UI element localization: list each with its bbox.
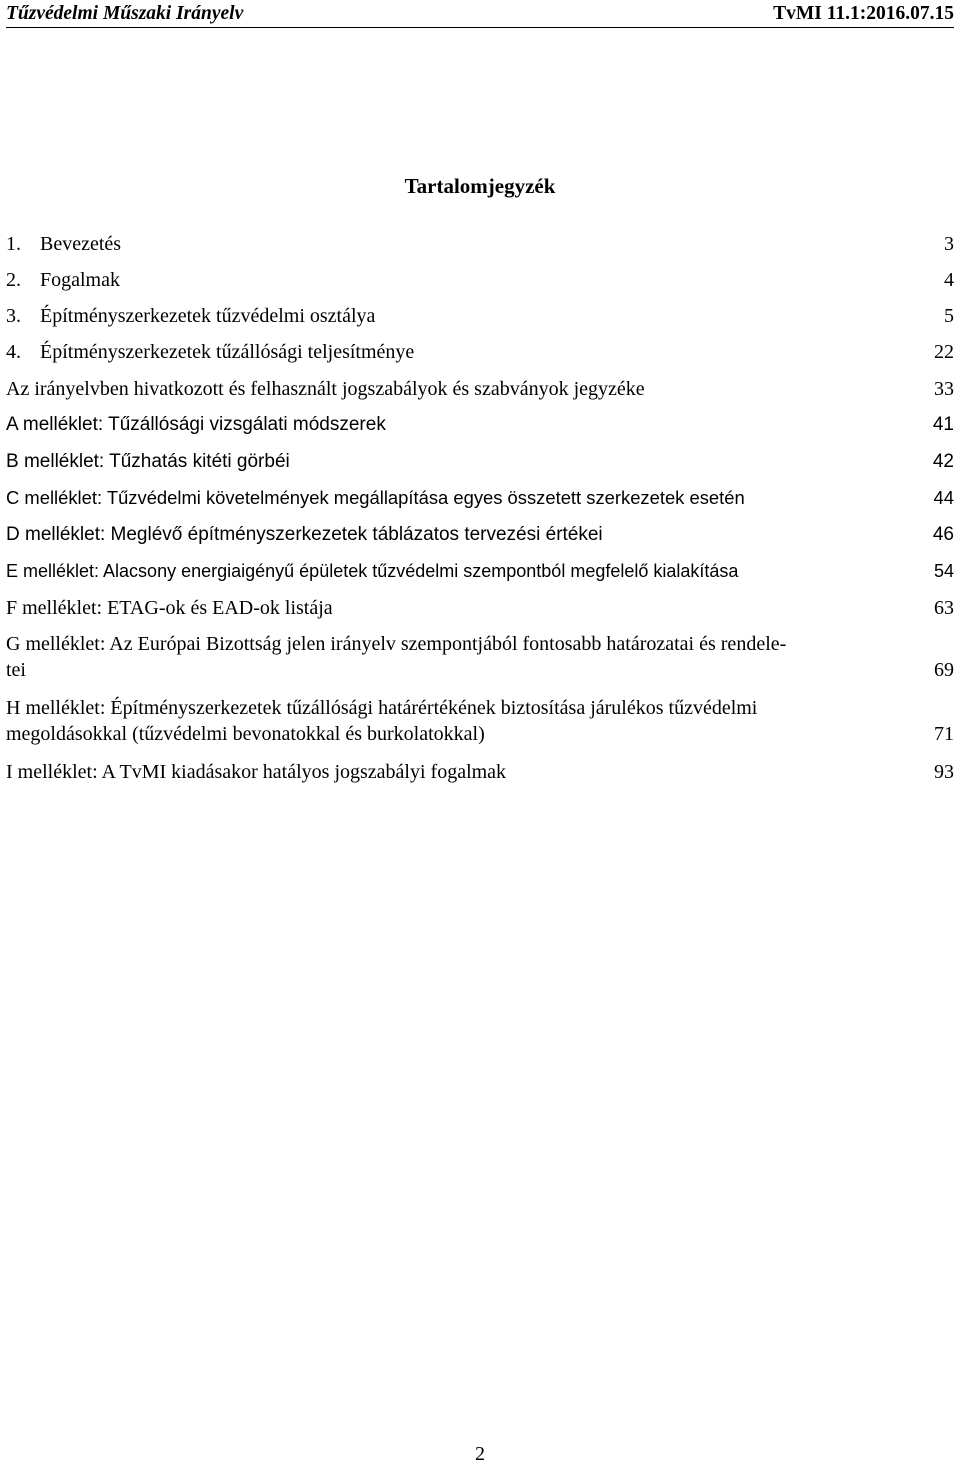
toc-entry-annex-d[interactable] xyxy=(6,522,954,548)
page-number: 2 xyxy=(475,1443,485,1465)
toc-entry-page: 3 xyxy=(944,233,954,255)
toc-entry-label: Építményszerkezetek tűzvédelmi osztálya xyxy=(40,305,376,327)
toc-entry-number: 3. xyxy=(6,305,21,327)
toc-entry-label: F melléklet: ETAG-ok és EAD-ok listája xyxy=(6,597,333,619)
toc-entry-number: 2. xyxy=(6,269,21,291)
toc-entry-page: 93 xyxy=(934,761,954,783)
toc-entry-label: A melléklet: Tűzállósági vizsgálati módszerek xyxy=(6,414,386,435)
toc-entry-1[interactable] xyxy=(6,231,954,257)
toc-entry-page: 54 xyxy=(933,561,954,581)
document-code: TvMI 11.1:2016.07.15 xyxy=(773,3,954,24)
toc-entry-page: 69 xyxy=(934,659,954,681)
toc-entry-page: 44 xyxy=(933,487,954,508)
toc-entry-label: I melléklet: A TvMI kiadásakor hatályos jogszabályi fogalmak xyxy=(6,761,507,783)
toc-entry-page: 33 xyxy=(934,378,954,400)
toc-entry-annex-e[interactable] xyxy=(6,558,954,584)
toc-entry-page: 22 xyxy=(934,341,954,363)
toc-entry-annex-a[interactable] xyxy=(6,412,954,438)
toc-entry-label-line1: H melléklet: Építményszerkezetek tűzállósági határértékének biztosítása járulékos tűzvédelmi xyxy=(6,697,758,719)
toc-entry-2[interactable] xyxy=(6,267,954,293)
toc-entry-annex-b[interactable] xyxy=(6,449,954,475)
toc-entry-page: 5 xyxy=(944,305,954,327)
toc-entry-annex-g[interactable] xyxy=(6,631,954,683)
toc-entry-label: D melléklet: Meglévő építményszerkezetek táblázatos tervezési értékei xyxy=(6,524,603,545)
toc-entry-label-line2: megoldásokkal (tűzvédelmi bevonatokkal és burkolatokkal) xyxy=(6,723,485,745)
toc-entry-annex-i[interactable] xyxy=(6,759,954,785)
toc-entry-page: 71 xyxy=(934,723,954,745)
toc-entry-page: 46 xyxy=(932,524,954,545)
toc-entry-page: 4 xyxy=(944,269,954,291)
toc-entry-annex-h[interactable] xyxy=(6,695,954,747)
document-title: Tűzvédelmi Műszaki Irányelv xyxy=(6,3,244,24)
toc-entry-label: Az irányelvben hivatkozott és felhasznált jogszabályok és szabványok jegyzéke xyxy=(6,378,645,400)
page-header xyxy=(6,0,954,28)
toc-entry-label: C melléklet: Tűzvédelmi követelmények megállapítása egyes összetett szerkezetek esetén xyxy=(6,487,745,508)
toc-entry-annex-f[interactable] xyxy=(6,595,954,621)
toc-entry-label-line1: G melléklet: Az Európai Bizottság jelen irányelv szempontjából fontosabb határozatai és rendele- xyxy=(6,633,787,655)
toc-entry-number: 4. xyxy=(6,341,21,363)
toc-entry-page: 63 xyxy=(934,597,954,619)
toc-entry-page: 41 xyxy=(932,414,954,435)
toc-entry-label: E melléklet: Alacsony energiaigényű épületek tűzvédelmi szempontból megfelelő kialakítása xyxy=(6,561,739,581)
toc-entry-4[interactable] xyxy=(6,339,954,365)
toc-entry-label: B melléklet: Tűzhatás kitéti görbéi xyxy=(6,451,290,472)
toc-entry-references[interactable] xyxy=(6,376,954,402)
toc-entry-annex-c[interactable] xyxy=(6,485,954,511)
toc-title: Tartalomjegyzék xyxy=(404,174,556,198)
toc-entry-label: Fogalmak xyxy=(40,269,120,291)
toc-entry-label: Bevezetés xyxy=(40,233,122,255)
toc-entry-label-line2: tei xyxy=(6,659,26,681)
toc-entry-number: 1. xyxy=(6,233,21,255)
toc-entry-label: Építményszerkezetek tűzállósági teljesítménye xyxy=(40,341,415,363)
toc-entry-3[interactable] xyxy=(6,303,954,329)
toc-entry-page: 42 xyxy=(932,451,954,472)
